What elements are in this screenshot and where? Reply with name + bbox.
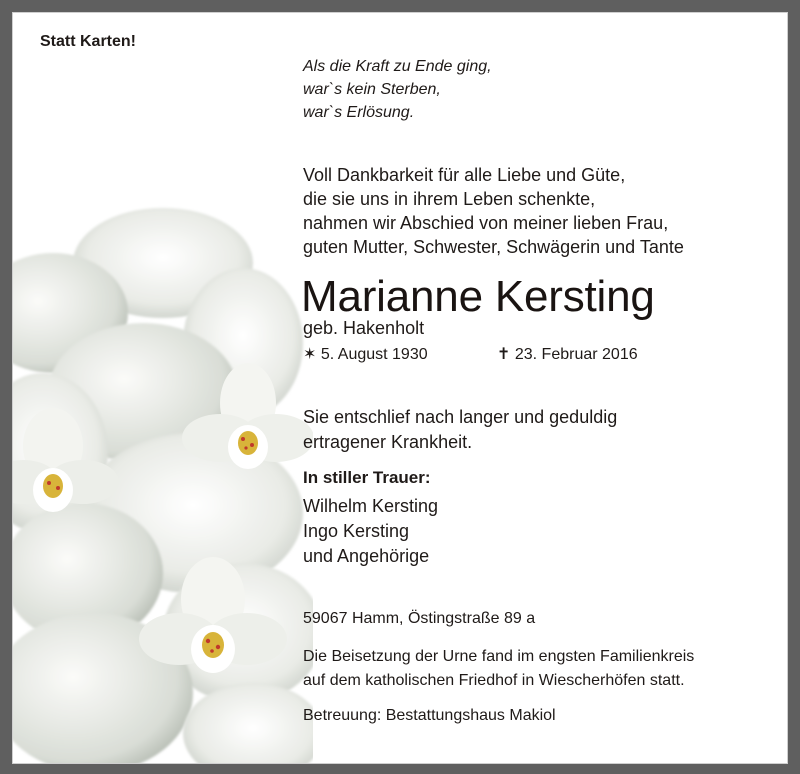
birth-name: geb. Hakenholt [303, 318, 425, 338]
death-group [497, 344, 638, 364]
birth-date: 5. August 1930 [320, 346, 428, 363]
death-cross-icon: ✝ [497, 346, 511, 363]
mourner-name: Wilhelm Kersting [303, 496, 439, 516]
life-dates [303, 344, 638, 364]
obituary-card [12, 12, 788, 764]
birth-star-icon: ✶ [303, 346, 317, 363]
burial-line: Die Beisetzung der Urne fand im engsten Familienkreis [303, 648, 695, 665]
burial-text [303, 645, 694, 693]
mourner-name: und Angehörige [303, 546, 430, 566]
poem-line: war`s Erlösung. [303, 104, 415, 121]
illness-line: ertragener Krankheit. [303, 432, 473, 452]
poem-line: war`s kein Sterben, [303, 81, 441, 98]
poem [303, 55, 492, 124]
statt-karten-heading: Statt Karten! [40, 33, 137, 50]
intro-line: guten Mutter, Schwester, Schwägerin und Tante [303, 237, 684, 257]
intro-line: nahmen wir Abschied von meiner lieben Frau, [303, 213, 669, 233]
deceased-name: Marianne Kersting [301, 272, 655, 321]
death-date: 23. Februar 2016 [514, 346, 638, 363]
intro-line: Voll Dankbarkeit für alle Liebe und Güte, [303, 165, 626, 185]
poem-line: Als die Kraft zu Ende ging, [303, 58, 492, 75]
illness-text [303, 405, 617, 455]
orchid-image [13, 193, 313, 764]
mourners-title: In stiller Trauer: [303, 468, 431, 487]
mourners-list [303, 494, 438, 569]
address: 59067 Hamm, Östingstraße 89 a [303, 610, 536, 627]
illness-line: Sie entschlief nach langer und geduldig [303, 407, 618, 427]
intro-line: die sie uns in ihrem Leben schenkte, [303, 189, 596, 209]
funeral-home: Betreuung: Bestattungshaus Makiol [303, 707, 556, 724]
intro-text [303, 163, 684, 259]
burial-line: auf dem katholischen Friedhof in Wiescherhöfen statt. [303, 672, 685, 689]
mourner-name: Ingo Kersting [303, 521, 410, 541]
